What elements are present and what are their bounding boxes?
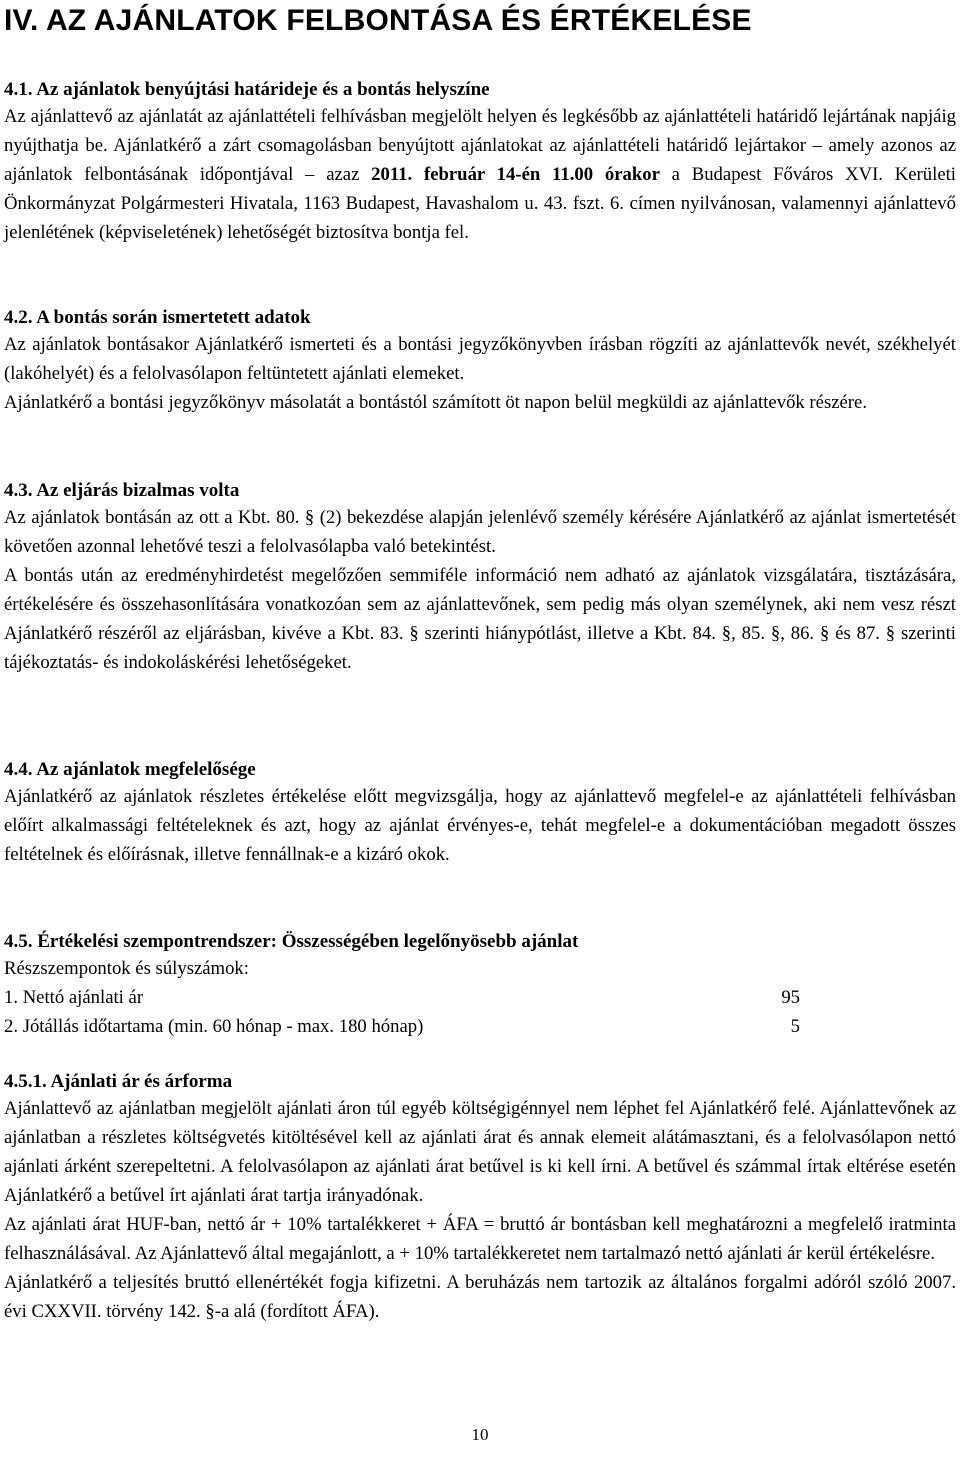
criterion-row [4,1012,956,1041]
section-4-1 [4,78,956,247]
deadline-date: 2011. február 14-én 11.00 órakor [371,164,660,185]
section-4-5 [4,930,956,1041]
section-4-2 [4,306,956,417]
section-4-3-paragraph-2: A bontás után az eredményhirdetést megelőzően semmiféle információ nem adható az ajánlatok vizsgálatára, tisztázására, értékelésére és összehasonlítására vonatkozóan sem az ajánlattevőnek, sem pedig más olyan személynek, aki nem vesz részt Ajánlatkérő részéről az eljárásban, kivéve a Kbt. 83. § szerinti hiánypótlást, illetve a Kbt. 84. §, 85. §, 86. § és 87. § szerinti tájékoztatás- és indokoláskérési lehetőségeket. [4,565,956,673]
section-4-1-paragraph [4,102,956,247]
paragraph-text: Az ajánlattevő az ajánlatát az ajánlattételi felhívásban megjelölt helyen és legkésőbb az ajánlattételi határidő lejártának napjáig nyújthatja be. Ajánlatkérő a zárt csomagolásban benyújtott ajánlatokat az ajánlattételi határidő lejártakor – amely azonos az ajánlatok felbontásának időpontjával – azaz [4,106,956,185]
section-4-2-paragraph-2: Ajánlatkérő a bontási jegyzőkönyv másolatát a bontástól számított öt napon belül megküldi az ajánlattevők részére. [4,392,867,413]
section-4-5-1-paragraph-1: Ajánlattevő az ajánlatban megjelölt ajánlati áron túl egyéb költségigénnyel nem léphet fel Ajánlatkérő felé. Ajánlattevőnek az ajánlatban a részletes költségvetés kitöltésével kell az ajánlati árat és annak elemeit alátámasztani, és a felolvasólapon nettó ajánlati árként szerepeltetni. A felolvasólapon az ajánlati árat betűvel is ki kell írni. A betűvel és számmal írtak eltérése esetén Ajánlatkérő a betűvel írt ajánlati árat tartja irányadónak. [4,1098,956,1206]
criterion-row [4,983,956,1012]
criterion-label: 1. Nettó ajánlati ár [4,987,144,1008]
section-heading-4-2: 4.2. A bontás során ismertetett adatok [4,307,311,328]
page-number: 10 [471,1425,489,1444]
section-4-3 [4,479,956,677]
paragraph-text: a Budapest Főváros XVI. Kerületi Önkormányzat Polgármesteri Hivatala, 1163 Budapest, Havashalom u. 43. fszt. 6. címen nyilvánosan, valamennyi ajánlattevő jelenlétének (képviseletének) lehetőségét biztosítva bontja fel. [4,164,956,243]
section-4-2-paragraph-1: Az ajánlatok bontásakor Ajánlatkérő ismerteti és a bontási jegyzőkönyvben írásban rögzíti az ajánlattevők nevét, székhelyét (lakóhelyét) és a felolvasólapon feltüntetett ajánlati elemeket. [4,334,956,384]
criteria-intro: Részszempontok és súlyszámok: [4,958,249,979]
chapter-title: IV. AZ AJÁNLATOK FELBONTÁSA ÉS ÉRTÉKELÉSE [4,4,752,37]
criterion-weight: 95 [781,987,800,1008]
section-4-4-paragraph: Ajánlatkérő az ajánlatok részletes értékelése előtt megvizsgálja, hogy az ajánlattevő megfelel-e az ajánlattételi felhívásban előírt alkalmassági feltételeknek és azt, hogy az ajánlat érvényes-e, tehát megfelel-e a dokumentációban megadott összes feltételnek és előírásnak, illetve fennállnak-e a kizáró okok. [4,786,956,865]
section-4-3-paragraph-1: Az ajánlatok bontásán az ott a Kbt. 80. § (2) bekezdése alapján jelenlévő személy kérésére Ajánlatkérő az ajánlat ismertetését követően azonnal lehetővé teszi a felolvasólapba való betekintést. [4,507,956,557]
section-4-5-1 [4,1070,956,1326]
section-heading-4-1: 4.1. Az ajánlatok benyújtási határideje és a bontás helyszíne [4,79,490,100]
section-heading-4-5: 4.5. Értékelési szempontrendszer: Összességében legelőnyösebb ajánlat [4,931,579,952]
section-4-4 [4,758,956,869]
criterion-label: 2. Jótállás időtartama (min. 60 hónap - max. 180 hónap) [4,1016,424,1037]
section-4-5-1-paragraph-2: Az ajánlati árat HUF-ban, nettó ár + 10% tartalékkeret + ÁFA = bruttó ár bontásban kell meghatározni a megfelelő iratminta felhasználásával. Az Ajánlattevő által megajánlott, a + 10% tartalékkeretet nem tartalmazó nettó ajánlati ár kerül értékelésre. [4,1214,956,1264]
section-4-5-1-paragraph-3: Ajánlatkérő a teljesítés bruttó ellenértékét fogja kifizetni. A beruházás nem tartozik az általános forgalmi adóról szóló 2007. évi CXXVII. törvény 142. §-a alá (fordított ÁFA). [4,1272,956,1322]
section-heading-4-4: 4.4. Az ajánlatok megfelelősége [4,759,256,780]
criterion-weight: 5 [790,1016,800,1037]
section-heading-4-3: 4.3. Az eljárás bizalmas volta [4,480,240,501]
section-heading-4-5-1: 4.5.1. Ajánlati ár és árforma [4,1071,233,1092]
